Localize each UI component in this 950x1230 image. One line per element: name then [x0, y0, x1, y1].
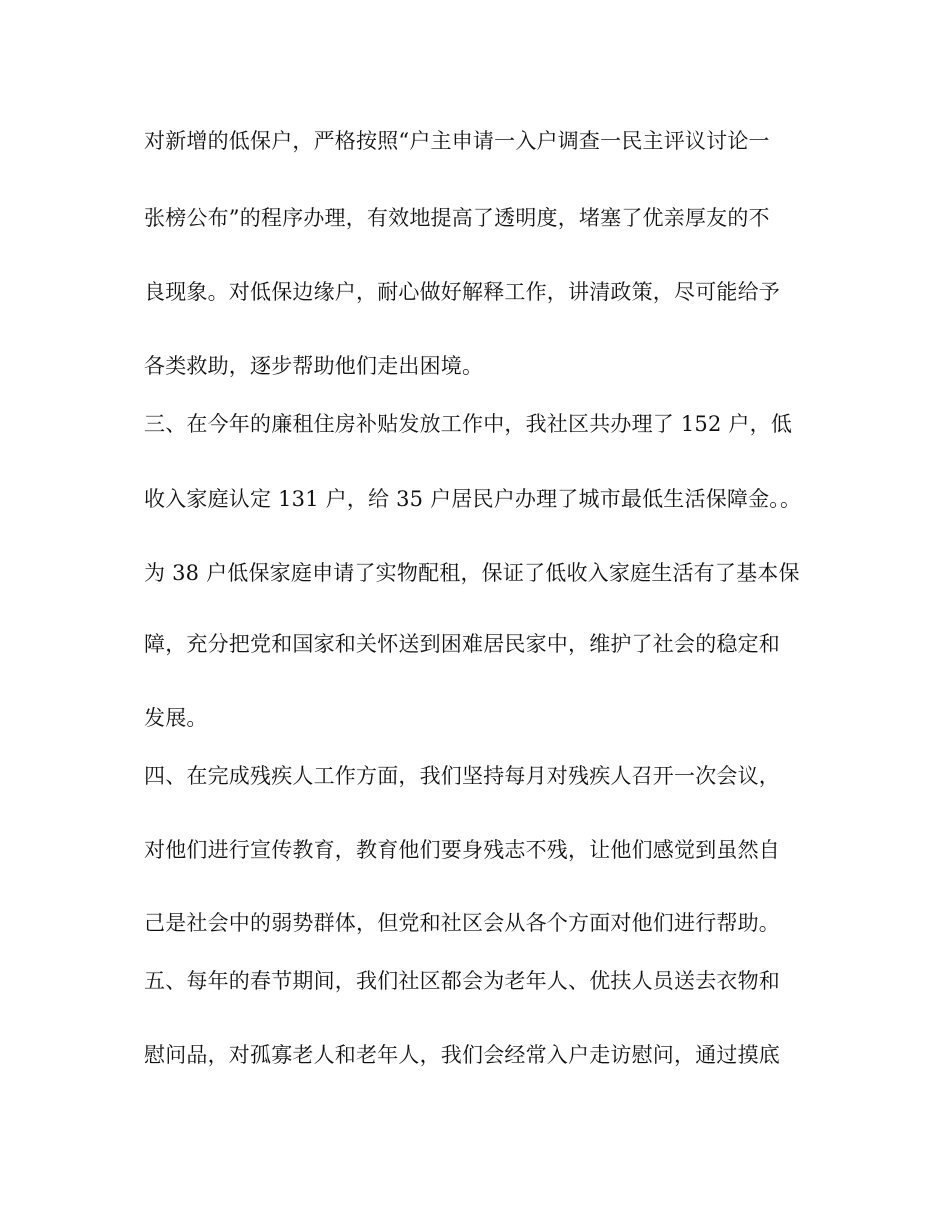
text-line: 己是社会中的弱势群体，但党和社区会从各个方面对他们进行帮助。 — [144, 911, 780, 935]
text-line: 障，充分把党和国家和关怀送到困难居民家中，维护了社会的稳定和 — [144, 632, 780, 656]
text-line: 对他们进行宣传教育，教育他们要身残志不残，让他们感觉到虽然自 — [144, 838, 780, 862]
text-line: 四、在完成残疾人工作方面，我们坚持每月对残疾人召开一次会议， — [144, 764, 780, 788]
text-line: 对新增的低保户，严格按照“户主申请一入户调查一民主评议讨论一 — [144, 129, 770, 153]
text-line: 三、在今年的廉租住房补贴发放工作中，我社区共办理了 152 户，低 — [144, 412, 793, 436]
text-line: 良现象。对低保边缘户，耐心做好解释工作，讲清政策，尽可能给予 — [144, 280, 780, 304]
text-line: 发展。 — [144, 706, 208, 730]
text-line: 张榜公布”的程序办理，有效地提高了透明度，堵塞了优亲厚友的不 — [144, 206, 770, 230]
text-line: 收入家庭认定 131 户，给 35 户居民户办理了城市最低生活保障金。。 — [144, 487, 802, 511]
text-line: 慰问品，对孤寡老人和老年人，我们会经常入户走访慰问，通过摸底 — [144, 1043, 780, 1067]
text-line: 各类救助，逐步帮助他们走出困境。 — [144, 354, 484, 378]
text-line: 五、每年的春节期间，我们社区都会为老年人、优扶人员送去衣物和 — [144, 969, 780, 993]
text-line: 为 38 户低保家庭申请了实物配租，保证了低收入家庭生活有了基本保 — [144, 561, 800, 585]
